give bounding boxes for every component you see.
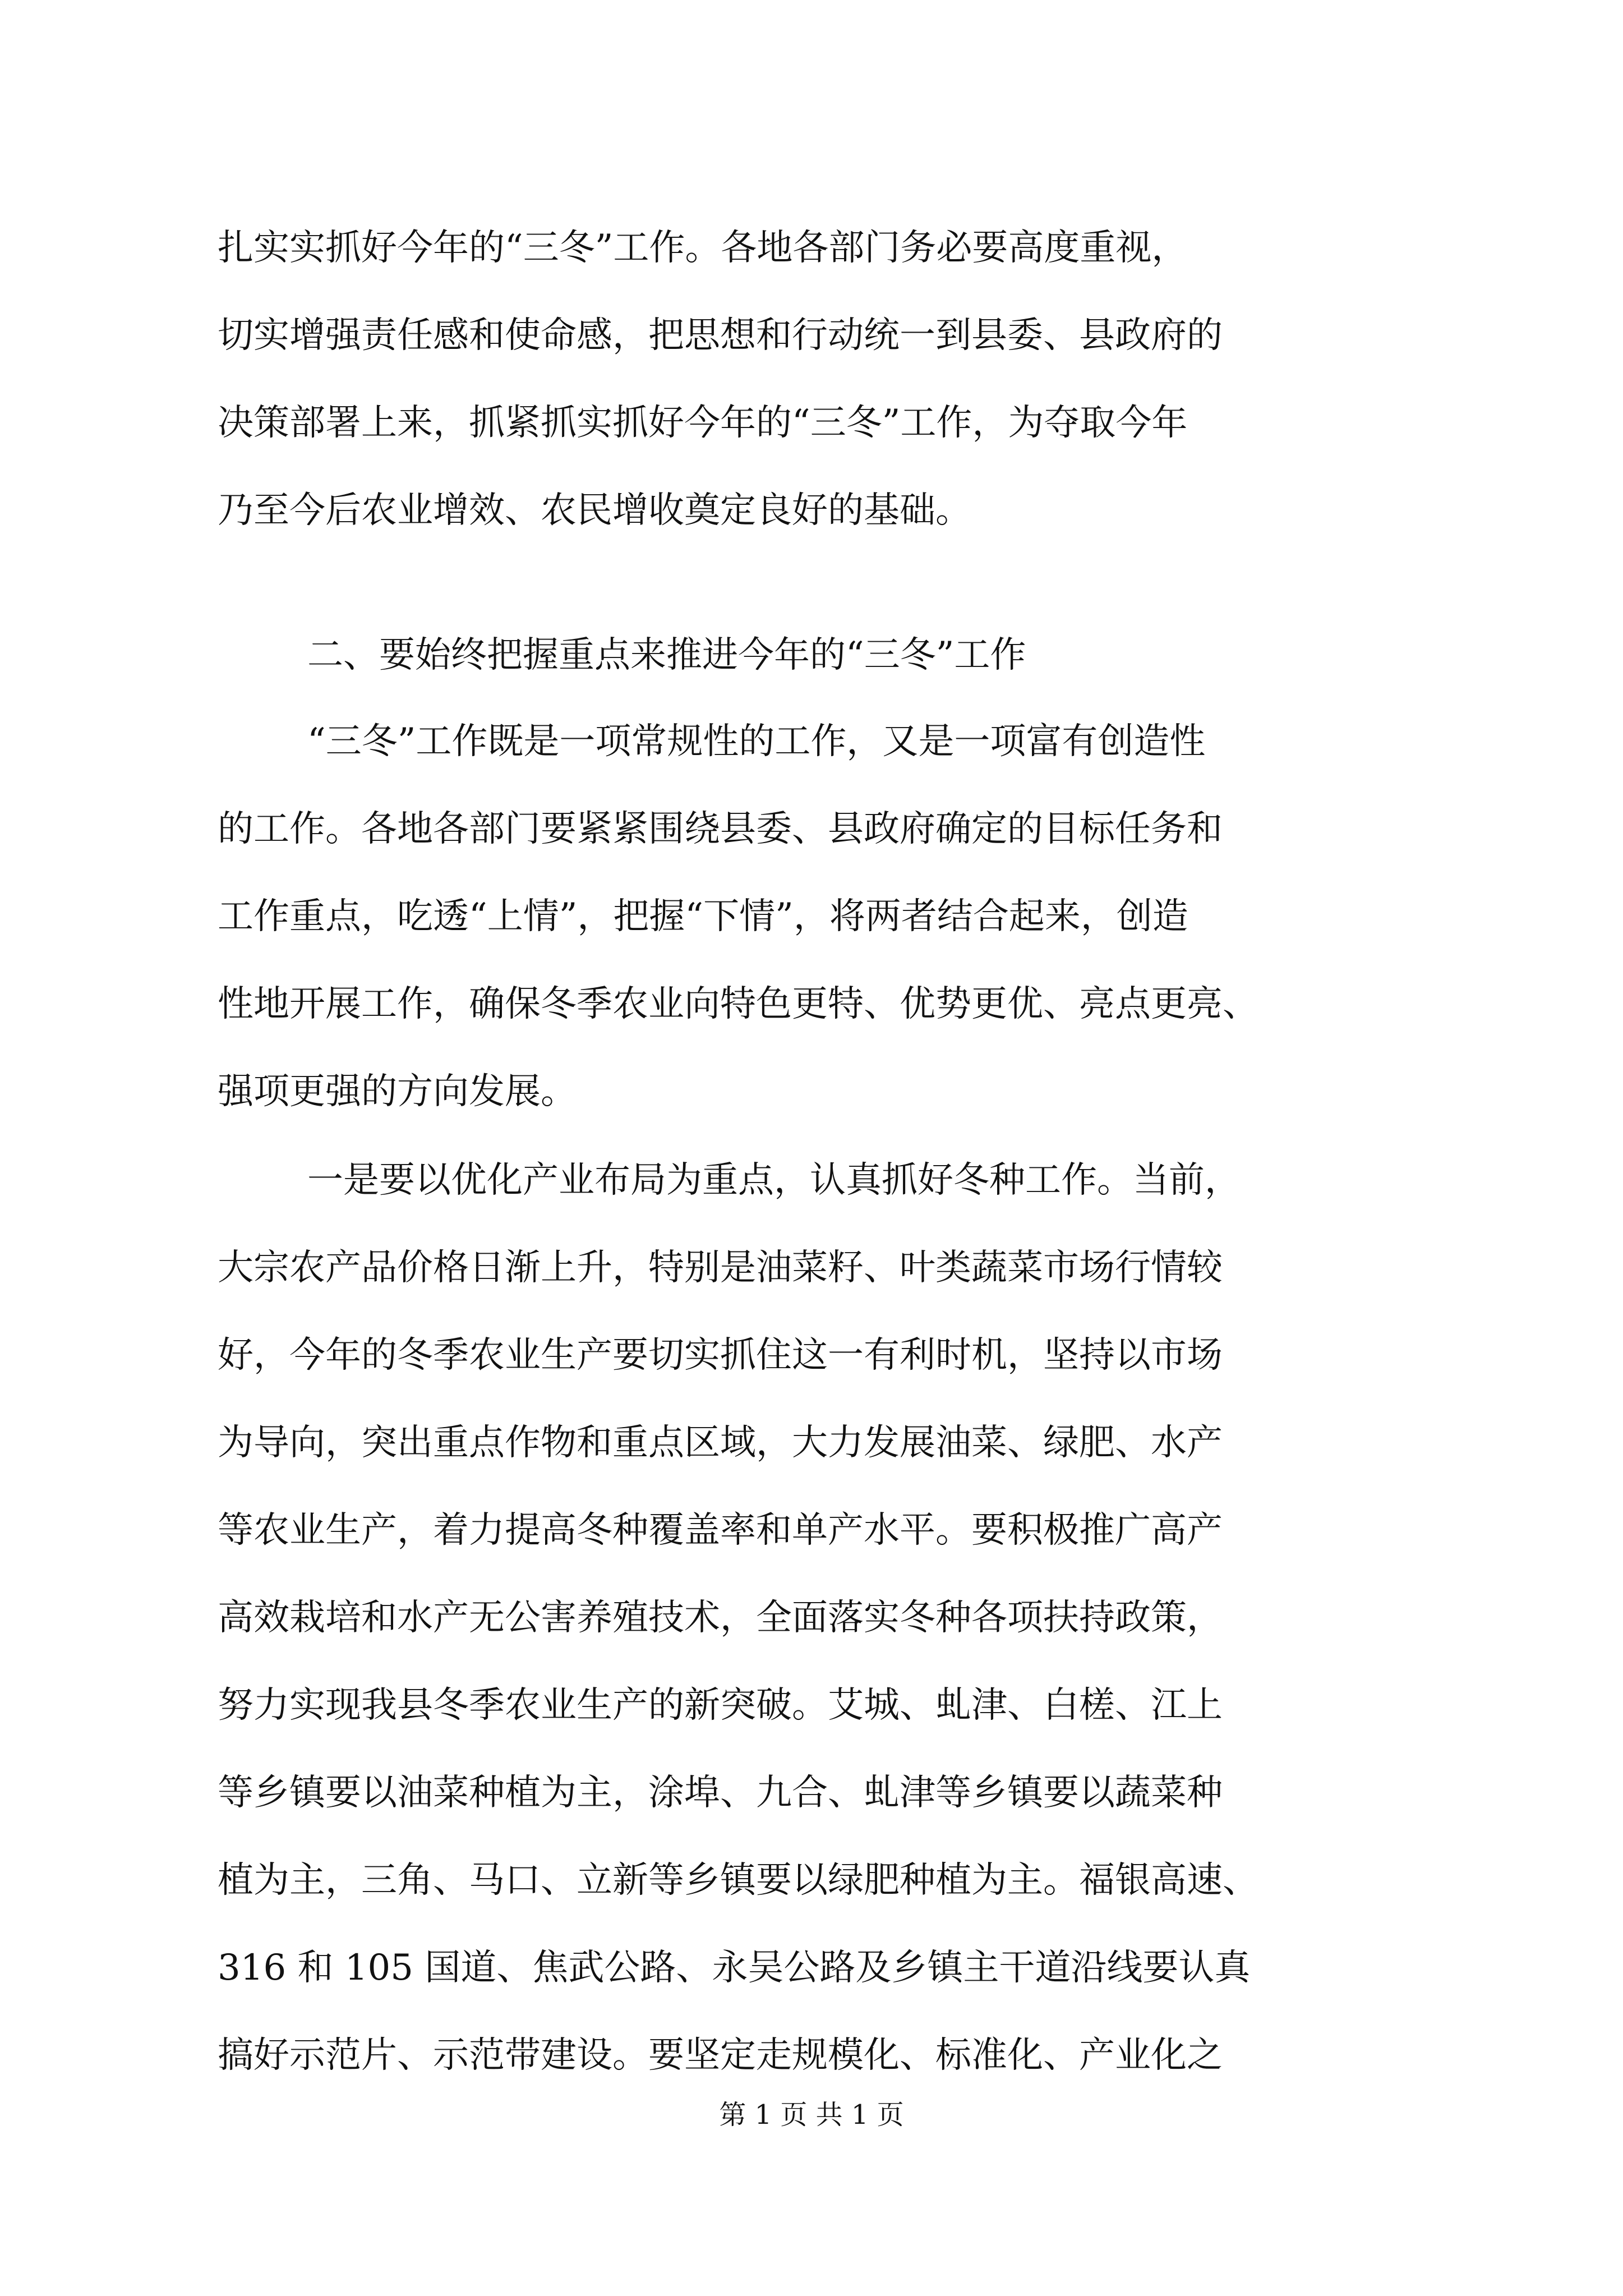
text-line: 乃至今后农业增效、农民增收奠定良好的基础。 [218,490,971,531]
text-line: 大宗农产品价格日渐上升，特别是油菜籽、叶类蔬菜市场行情较 [218,1247,1223,1289]
text-line: 强项更强的方向发展。 [218,1071,577,1112]
text-line: 好，今年的冬季农业生产要切实抓住这一有利时机，坚持以市场 [218,1335,1223,1376]
text-line: 决策部署上来，抓紧抓实抓好今年的“三冬”工作，为夺取今年 [218,402,1188,444]
text-line: 的工作。各地各部门要紧紧围绕县委、县政府确定的目标任务和 [218,808,1223,850]
text-line: 植为主，三角、马口、立新等乡镇要以绿肥种植为主。福银高速、 [218,1860,1258,1901]
text-line: 努力实现我县冬季农业生产的新突破。艾城、虬津、白槎、江上 [218,1685,1223,1726]
text-line: 等乡镇要以油菜种植为主，涂埠、九合、虬津等乡镇要以蔬菜种 [218,1772,1223,1814]
text-line: 一是要以优化产业布局为重点，认真抓好冬种工作。当前， [307,1159,1241,1201]
page-number-footer: 第 1 页 共 1 页 [719,2099,904,2131]
text-line: 切实增强责任感和使命感，把思想和行动统一到县委、县政府的 [218,315,1223,356]
text-line: 工作重点，吃透“上情”，把握“下情”，将两者结合起来，创造 [218,896,1188,937]
text-line: “三冬”工作既是一项常规性的工作，又是一项富有创造性 [307,721,1206,762]
text-line: 搞好示范片、示范带建设。要坚定走规模化、标准化、产业化之 [218,2035,1223,2076]
text-line: 扎实实抓好今年的“三冬”工作。各地各部门务必要高度重视， [218,227,1188,269]
section-heading: 二、要始终把握重点来推进今年的“三冬”工作 [307,634,1026,676]
text-line: 316 和 105 国道、焦武公路、永吴公路及乡镇主干道沿线要认真 [218,1947,1251,1989]
text-line: 等农业生产，着力提高冬种覆盖率和单产水平。要积极推广高产 [218,1510,1223,1551]
text-line: 性地开展工作，确保冬季农业向特色更特、优势更优、亮点更亮、 [218,983,1258,1025]
text-line: 为导向，突出重点作物和重点区域，大力发展油菜、绿肥、水产 [218,1422,1223,1464]
text-line: 高效栽培和水产无公害养殖技术，全面落实冬种各项扶持政策， [218,1597,1223,1639]
